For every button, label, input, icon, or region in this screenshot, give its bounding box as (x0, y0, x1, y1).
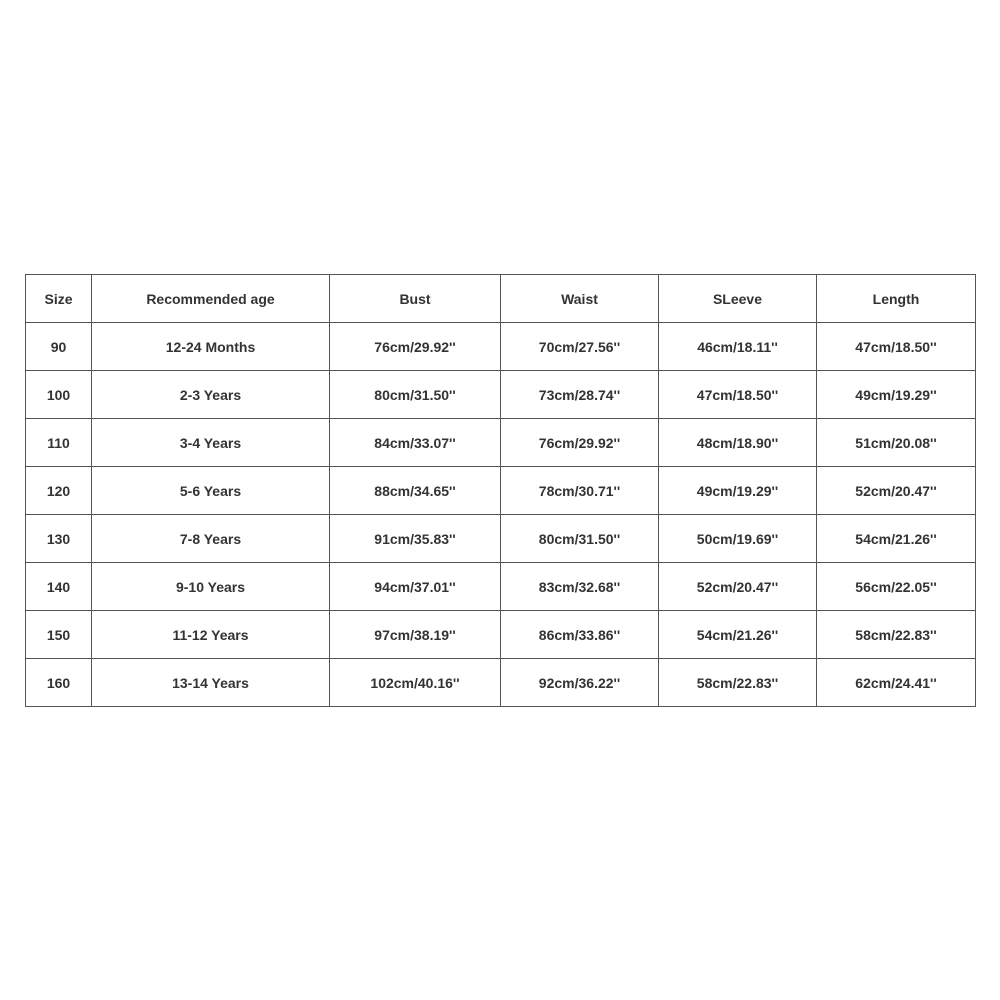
cell-size: 110 (26, 419, 92, 467)
table-row (26, 659, 976, 707)
cell-length: 47cm/18.50'' (817, 323, 976, 371)
cell-length: 49cm/19.29'' (817, 371, 976, 419)
cell-waist: 73cm/28.74'' (501, 371, 659, 419)
header-bust: Bust (330, 275, 501, 323)
cell-bust: 91cm/35.83'' (330, 515, 501, 563)
table-row (26, 563, 976, 611)
cell-sleeve: 46cm/18.11'' (659, 323, 817, 371)
cell-bust: 102cm/40.16'' (330, 659, 501, 707)
cell-bust: 80cm/31.50'' (330, 371, 501, 419)
cell-bust: 84cm/33.07'' (330, 419, 501, 467)
cell-waist: 76cm/29.92'' (501, 419, 659, 467)
cell-age: 7-8 Years (92, 515, 330, 563)
cell-size: 130 (26, 515, 92, 563)
cell-age: 13-14 Years (92, 659, 330, 707)
cell-bust: 97cm/38.19'' (330, 611, 501, 659)
cell-waist: 78cm/30.71'' (501, 467, 659, 515)
size-chart-table (25, 274, 976, 707)
cell-waist: 92cm/36.22'' (501, 659, 659, 707)
table-row (26, 611, 976, 659)
table-row (26, 371, 976, 419)
table-row (26, 515, 976, 563)
cell-length: 58cm/22.83'' (817, 611, 976, 659)
cell-size: 120 (26, 467, 92, 515)
cell-waist: 70cm/27.56'' (501, 323, 659, 371)
cell-sleeve: 50cm/19.69'' (659, 515, 817, 563)
header-recommended-age: Recommended age (92, 275, 330, 323)
header-sleeve: SLeeve (659, 275, 817, 323)
cell-sleeve: 49cm/19.29'' (659, 467, 817, 515)
cell-length: 56cm/22.05'' (817, 563, 976, 611)
cell-size: 150 (26, 611, 92, 659)
cell-sleeve: 52cm/20.47'' (659, 563, 817, 611)
header-length: Length (817, 275, 976, 323)
cell-size: 160 (26, 659, 92, 707)
header-size: Size (26, 275, 92, 323)
cell-sleeve: 47cm/18.50'' (659, 371, 817, 419)
cell-age: 3-4 Years (92, 419, 330, 467)
cell-length: 62cm/24.41'' (817, 659, 976, 707)
cell-sleeve: 58cm/22.83'' (659, 659, 817, 707)
cell-waist: 80cm/31.50'' (501, 515, 659, 563)
cell-length: 51cm/20.08'' (817, 419, 976, 467)
cell-bust: 94cm/37.01'' (330, 563, 501, 611)
cell-age: 2-3 Years (92, 371, 330, 419)
cell-sleeve: 54cm/21.26'' (659, 611, 817, 659)
table-row (26, 323, 976, 371)
cell-bust: 76cm/29.92'' (330, 323, 501, 371)
cell-waist: 83cm/32.68'' (501, 563, 659, 611)
table-row (26, 419, 976, 467)
cell-size: 140 (26, 563, 92, 611)
cell-waist: 86cm/33.86'' (501, 611, 659, 659)
cell-length: 54cm/21.26'' (817, 515, 976, 563)
cell-age: 9-10 Years (92, 563, 330, 611)
cell-sleeve: 48cm/18.90'' (659, 419, 817, 467)
cell-size: 100 (26, 371, 92, 419)
cell-age: 12-24 Months (92, 323, 330, 371)
cell-age: 5-6 Years (92, 467, 330, 515)
header-row (26, 275, 976, 323)
cell-length: 52cm/20.47'' (817, 467, 976, 515)
table-row (26, 467, 976, 515)
cell-bust: 88cm/34.65'' (330, 467, 501, 515)
cell-age: 11-12 Years (92, 611, 330, 659)
cell-size: 90 (26, 323, 92, 371)
header-waist: Waist (501, 275, 659, 323)
